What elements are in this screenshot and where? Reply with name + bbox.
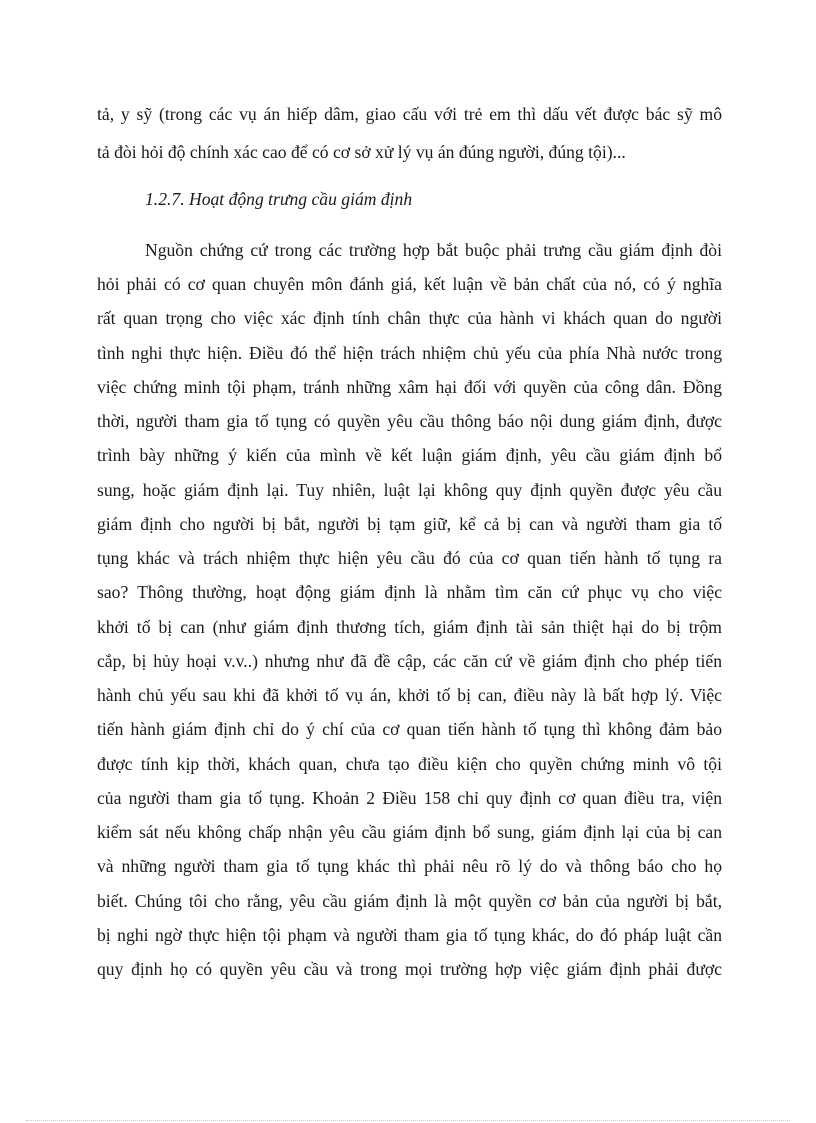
paragraph-line-10: tụng khác và trách nhiệm thực hiện yêu cầu đó của cơ quan tiến hành tố tụng ra	[97, 548, 722, 568]
paragraph-line-4: tình nghi thực hiện. Điều đó thể hiện trách nhiệm chủ yếu của phía Nhà nước trong	[97, 343, 722, 363]
paragraph-line-12: khởi tố bị can (như giám định thương tích, giám định tài sản thiệt hại do bị trộm	[97, 617, 722, 637]
paragraph-line-16: được tính kịp thời, khách quan, chưa tạo điều kiện cho quyền chứng minh vô tội	[97, 754, 722, 774]
paragraph-line-1: Nguồn chứng cứ trong các trường hợp bắt buộc phải trưng cầu giám định đòi	[145, 240, 722, 260]
paragraph-line-7: trình bày những ý kiến của mình về kết luận giám định, yêu cầu giám định bổ	[97, 445, 722, 465]
paragraph-line-9: giám định cho người bị bắt, người bị tạm giữ, kể cả bị can và người tham gia tố	[97, 514, 722, 534]
paragraph-line-14: hành chủ yếu sau khi đã khởi tố vụ án, khởi tố bị can, điều này là bất hợp lý. Việc	[97, 685, 722, 705]
paragraph-line-21: bị nghi ngờ thực hiện tội phạm và người tham gia tố tụng khác, do đó pháp luật cần	[97, 925, 722, 945]
intro-line-1: tả, y sỹ (trong các vụ án hiếp dâm, giao cấu với trẻ em thì dấu vết được bác sỹ mô	[97, 104, 722, 124]
paragraph-line-6: thời, người tham gia tố tụng có quyền yêu cầu thông báo nội dung giám định, được	[97, 411, 722, 431]
paragraph-line-5: việc chứng minh tội phạm, tránh những xâm hại đối với quyền của công dân. Đồng	[97, 377, 722, 397]
paragraph-line-15: tiến hành giám định chỉ do ý chí của cơ quan tiến hành tố tụng thì không đảm bảo	[97, 719, 722, 739]
paragraph-line-17: của người tham gia tố tụng. Khoản 2 Điều 158 chỉ quy định cơ quan điều tra, viện	[97, 788, 722, 808]
paragraph-line-2: hỏi phải có cơ quan chuyên môn đánh giá, kết luận về bản chất của nó, có ý nghĩa	[97, 274, 722, 294]
paragraph-line-11: sao? Thông thường, hoạt động giám định là nhằm tìm căn cứ phục vụ cho việc	[97, 582, 722, 602]
paragraph-line-22: quy định họ có quyền yêu cầu và trong mọi trường hợp việc giám định phải được	[97, 959, 722, 979]
intro-line-2: tả đòi hỏi độ chính xác cao để có cơ sở xử lý vụ án đúng người, đúng tội)...	[97, 142, 626, 162]
section-heading: 1.2.7. Hoạt động trưng cầu giám định	[145, 189, 413, 209]
paragraph-line-13: cắp, bị hủy hoại v.v..) nhưng như đã đề cập, các căn cứ về giám định cho phép tiến	[97, 651, 722, 671]
paragraph-line-19: và những người tham gia tố tụng khác thì phải nêu rõ lý do và thông báo cho họ	[97, 856, 722, 876]
paragraph-line-8: sung, hoặc giám định lại. Tuy nhiên, luật lại không quy định quyền được yêu cầu	[97, 480, 722, 500]
paragraph-line-20: biết. Chúng tôi cho rằng, yêu cầu giám định là một quyền cơ bản của người bị bắt,	[97, 891, 722, 911]
paragraph-line-18: kiểm sát nếu không chấp nhận yêu cầu giám định bổ sung, giám định lại của bị can	[97, 822, 722, 842]
paragraph-line-3: rất quan trọng cho việc xác định tính chân thực của hành vi khách quan do người	[97, 308, 722, 328]
page-bottom-divider	[26, 1120, 790, 1121]
